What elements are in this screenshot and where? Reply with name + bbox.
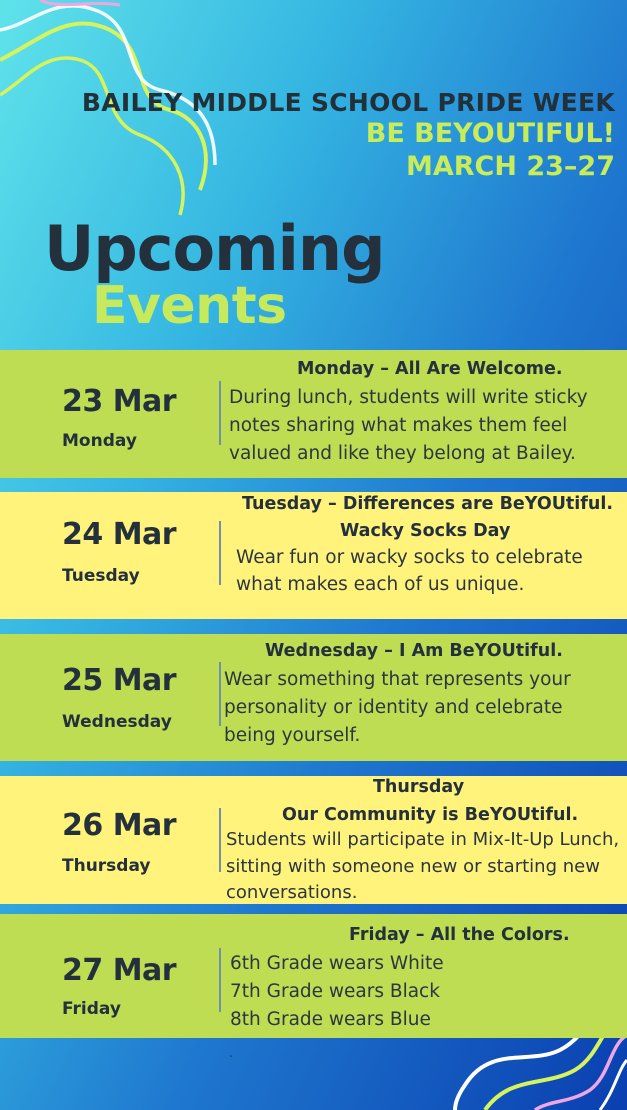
divider-line [219, 381, 221, 445]
event-title: Friday – All the Colors. [349, 925, 570, 945]
divider-line [219, 521, 221, 585]
divider-line [219, 808, 221, 872]
event-title: Thursday [373, 777, 465, 797]
event-day: Monday [62, 431, 137, 451]
event-date: 25 Mar [62, 663, 177, 698]
header [82, 88, 615, 183]
footer-dot: . [229, 1046, 233, 1060]
divider-line [219, 662, 221, 726]
event-desc-line: being yourself. [224, 725, 361, 746]
event-desc-line: 7th Grade wears Black [230, 981, 440, 1002]
event-day: Friday [62, 999, 121, 1019]
event-desc-line: conversations. [226, 882, 358, 903]
event-subtitle: Wacky Socks Day [340, 521, 511, 541]
event-desc-line: what makes each of us unique. [236, 574, 525, 595]
event-date: 24 Mar [62, 517, 177, 552]
event-desc-line: 8th Grade wears Blue [230, 1009, 431, 1030]
heading-events: Events [92, 276, 287, 336]
event-desc-line: 6th Grade wears White [230, 953, 444, 974]
event-desc-line: notes sharing what makes them feel [229, 415, 568, 436]
event-title: Tuesday – Differences are BeYOUtiful. [242, 494, 614, 514]
event-title: Monday – All Are Welcome. [297, 359, 563, 379]
event-date: 23 Mar [62, 384, 177, 419]
divider-line [219, 948, 221, 1012]
event-date: 26 Mar [62, 808, 177, 843]
event-desc-line: sitting with someone new or starting new [226, 856, 600, 877]
heading-upcoming: Upcoming [44, 212, 385, 285]
event-day: Wednesday [62, 712, 172, 732]
event-desc-line: Students will participate in Mix-It-Up Lunch, [226, 829, 620, 850]
event-desc-line: personality or identity and celebrate [224, 697, 563, 718]
date-range: MARCH 23–27 [405, 151, 615, 182]
event-title: Wednesday – I Am BeYOUtiful. [265, 641, 563, 661]
event-subtitle: Our Community is BeYOUtiful. [282, 805, 579, 825]
event-desc-line: Wear fun or wacky socks to celebrate [236, 547, 583, 568]
event-desc-line: During lunch, students will write sticky [229, 387, 588, 408]
event-desc-line: valued and like they belong at Bailey. [229, 443, 576, 464]
school-title: BAILEY MIDDLE SCHOOL PRIDE WEEK [81, 88, 615, 117]
tagline: BE BEYOUTIFUL! [365, 118, 615, 149]
event-date: 27 Mar [62, 953, 177, 988]
event-desc-line: Wear something that represents your [224, 669, 571, 690]
event-day: Thursday [62, 856, 151, 876]
event-day: Tuesday [62, 566, 140, 586]
